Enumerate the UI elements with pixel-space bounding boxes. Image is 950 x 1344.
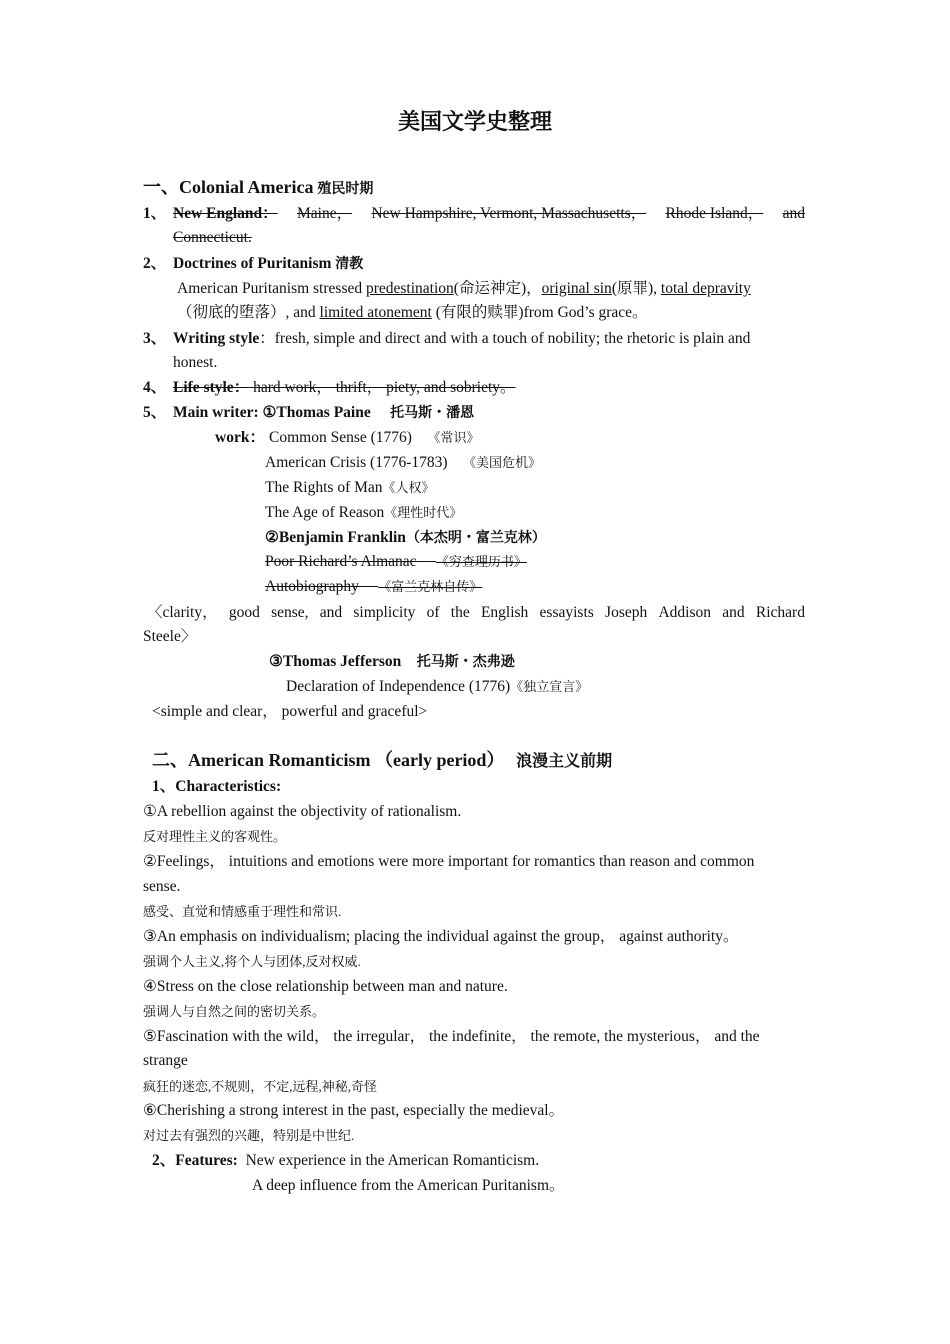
item-1-number: 1、 [143,205,167,222]
puritanism-line-2: （彻底的堕落）, and limited atonement (有限的赎罪)from God’s grace。 [177,304,648,321]
item-5-number: 5、 [143,404,167,421]
characteristics-heading: 1、Characteristics: [152,778,282,795]
item-2-number: 2、 [143,255,167,272]
section-2-heading: 二、American Romanticism （early period） 浪漫主义前期 [152,750,613,770]
item-4-line: Life style： hard work， thrift， piety, and sobriety。 [173,379,516,396]
characteristic-5: ⑤Fascination with the wild， the irregular， the indefinite， the remote, the mysterious， and the [143,1028,760,1045]
item-3-number: 3、 [143,330,167,347]
characteristic-2: ②Feelings， intuitions and emotions were more important for romantics than reason and common [143,853,755,870]
work-item: Common Sense (1776) 《常识》 [269,429,480,446]
characteristic-4-zh: 强调人与自然之间的密切关系。 [143,1004,326,1019]
writer-2-heading: ②Benjamin Franklin（本杰明・富兰克林） [265,529,546,546]
characteristic-3-zh: 强调个人主义,将个人与团体,反对权威. [143,954,361,969]
characteristic-6: ⑥Cherishing a strong interest in the past, especially the medieval。 [143,1102,565,1119]
work-item: The Rights of Man《人权》 [265,479,435,496]
characteristic-3: ③An emphasis on individualism; placing the individual against the group， against authority。 [143,928,739,945]
item-3-continuation: honest. [173,354,218,371]
characteristic-5-zh: 疯狂的迷恋,不规则，不定,远程,神秘,奇怪 [143,1079,378,1094]
writer-3-heading: ③Thomas Jefferson 托马斯・杰弗逊 [269,653,515,670]
franklin-style-continuation: Steele〉 [143,628,197,645]
characteristic-6-zh: 对过去有强烈的兴趣，特别是中世纪. [143,1128,355,1143]
characteristic-2-continuation: sense. [143,878,181,895]
item-4-number: 4、 [143,379,167,396]
jefferson-style-line: <simple and clear， powerful and graceful> [152,703,428,720]
item-3-line: Writing style：fresh, simple and direct and with a touch of nobility; the rhetoric is plain and [173,330,751,347]
section-1-heading: 一、Colonial America 殖民时期 [143,177,374,197]
features-line-1: 2、Features: New experience in the American Romanticism. [152,1152,540,1169]
item-1-line: New England： Maine， New Hampshire, Vermont, Massachusetts， Rhode Island， and [173,205,805,222]
work-item: American Crisis (1776-1783) 《美国危机》 [265,454,542,471]
characteristic-4: ④Stress on the close relationship between man and nature. [143,978,508,995]
characteristic-5-continuation: strange [143,1052,188,1069]
puritanism-line-1: American Puritanism stressed predestination(命运神定)，original sin(原罪), total depravity [177,280,751,297]
characteristic-2-zh: 感受、直觉和情感重于理性和常识. [143,904,342,919]
work-item: Autobiography 《富兰克林自传》 [265,578,483,595]
features-line-2: A deep influence from the American Puritanism。 [252,1177,565,1194]
franklin-style-line: 〈clarity， good sense, and simplicity of the English essayists Joseph Addison and Richard [147,604,805,621]
work-item: Declaration of Independence (1776)《独立宣言》 [286,678,589,695]
item-1-continuation: Connecticut. [173,229,252,246]
work-item: Poor Richard’s Almanac 《穷查理历书》 [265,553,527,570]
work-item: The Age of Reason《理性时代》 [265,504,463,521]
item-2-heading: Doctrines of Puritanism 清教 [173,255,364,272]
characteristic-1: ①A rebellion against the objectivity of rationalism. [143,803,462,820]
characteristic-1-zh: 反对理性主义的客观性。 [143,829,287,844]
work-label: work： [215,429,265,446]
writer-1-heading: Main writer: ①Thomas Paine 托马斯・潘恩 [173,404,475,421]
page-title: 美国文学史整理 [397,109,552,134]
